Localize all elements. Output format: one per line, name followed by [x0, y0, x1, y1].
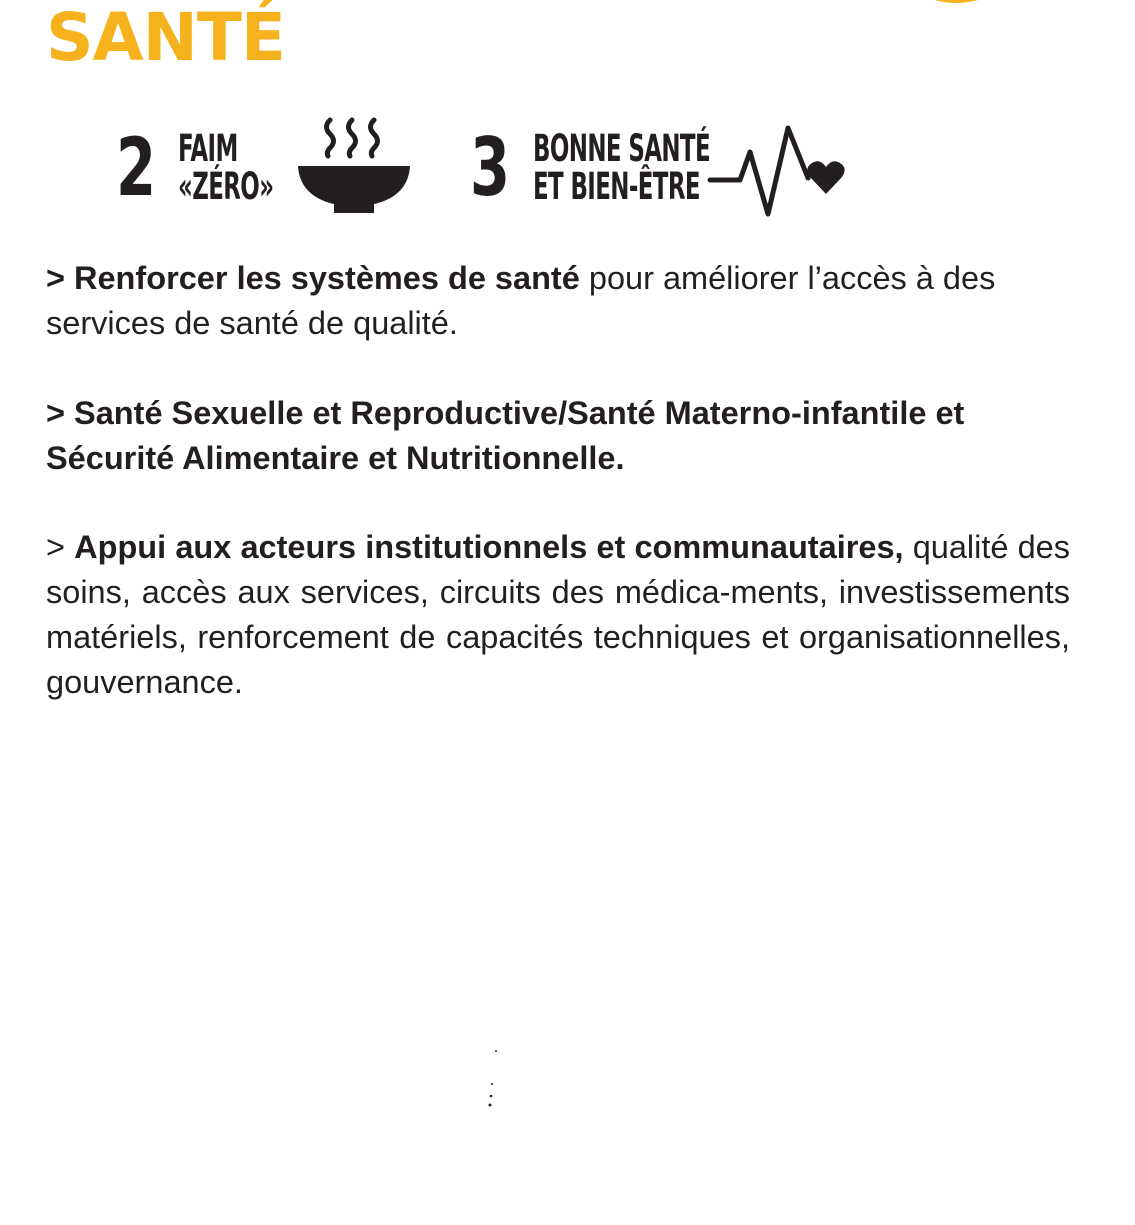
- paragraph-bold-text: Santé Sexuelle et Reproductive/Santé Materno-infantile et Sécurité Alimentaire et Nutritionnelle.: [46, 395, 965, 476]
- heartbeat-icon: [706, 120, 848, 220]
- paragraph-bold-text: Renforcer les systèmes de santé: [74, 260, 580, 296]
- sdg-line: BONNE SANTÉ: [533, 127, 711, 170]
- decorative-shape: [930, 0, 990, 12]
- sdg-number: 3: [470, 121, 511, 214]
- sdg-line: ET BIEN-ÊTRE: [533, 165, 700, 208]
- paragraph-text: pour améliorer l’accès à des services de santé de qualité.: [46, 260, 996, 341]
- paragraph-text: qualité des soins, accès aux services, circuits des médica-ments, investissements matériels, renforcement de capacités techniques et organisationnelles, gouvernance.: [46, 529, 1070, 700]
- paragraph-support-actors: [46, 525, 1070, 705]
- paragraph-reproductive-health: [46, 391, 1070, 481]
- sdg-goal-2: [116, 118, 172, 218]
- page-title: SANTÉ: [46, 0, 285, 76]
- stray-marks: [486, 1048, 500, 1112]
- sdg-line: «ZÉRO»: [178, 165, 274, 208]
- bullet-marker: >: [46, 260, 75, 296]
- paragraph-bold-text: Appui aux acteurs institutionnels et communautaires,: [74, 529, 904, 565]
- bullet-marker: >: [46, 395, 75, 431]
- sdg-goal-3: [470, 118, 526, 218]
- paragraph-health-systems: [46, 256, 1070, 346]
- soup-bowl-icon: [296, 116, 412, 216]
- sdg-number: 2: [116, 121, 157, 214]
- sdg-line: FAIM: [178, 127, 238, 170]
- bullet-marker: >: [46, 529, 75, 565]
